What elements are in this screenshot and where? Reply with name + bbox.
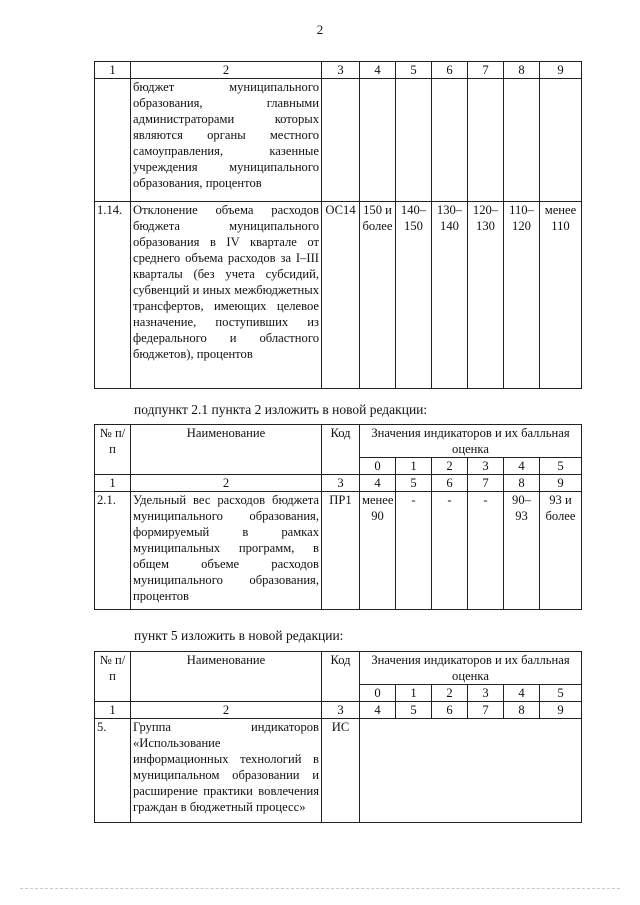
col-number-cell: 3 <box>322 475 360 492</box>
score-header: 3 <box>468 685 504 702</box>
col-number-cell: 7 <box>468 475 504 492</box>
col-number-cell: 2 <box>131 702 322 719</box>
score-header: 5 <box>540 685 582 702</box>
col-number-cell: 1 <box>95 62 131 79</box>
empty-cell <box>540 79 582 202</box>
col-number-cell: 2 <box>131 62 322 79</box>
header-code: Код <box>322 652 360 702</box>
score-value: 120–130 <box>468 202 504 389</box>
header-name: Наименование <box>131 652 322 702</box>
indicator-name: Удельный вес расходов бюджета муниципального образования, формируемый в рамках муниципальных программ, в общем объеме расходов муниципального образования, процентов <box>131 492 322 610</box>
indicator-code: ОС14 <box>322 202 360 389</box>
score-value: - <box>432 492 468 610</box>
score-value: 150 и более <box>360 202 396 389</box>
indicator-name: бюджет муниципального образования, главными администраторами которых являются органы местного самоуправления, казенные учреждения муниципального образования, процентов <box>131 79 322 202</box>
col-number-cell: 9 <box>540 475 582 492</box>
col-number-cell: 4 <box>360 702 396 719</box>
table-row <box>95 79 582 202</box>
col-number-cell: 2 <box>131 475 322 492</box>
score-value: - <box>396 492 432 610</box>
col-number-cell: 6 <box>432 475 468 492</box>
col-number-cell: 3 <box>322 702 360 719</box>
indicator-table-continuation <box>94 61 582 389</box>
col-number-cell: 7 <box>468 702 504 719</box>
indicator-name: Группа индикаторов «Использование информационных технологий в муниципальном образовании и расширение практики вовлечения граждан в бюджетный процесс» <box>131 719 322 823</box>
col-number-cell: 8 <box>504 702 540 719</box>
col-number-cell: 1 <box>95 702 131 719</box>
col-number-cell: 7 <box>468 62 504 79</box>
score-header: 1 <box>396 685 432 702</box>
score-header: 0 <box>360 685 396 702</box>
col-number-cell: 6 <box>432 702 468 719</box>
row-number: 2.1. <box>95 492 131 610</box>
header-values: Значения индикаторов и их балльная оценка <box>360 425 582 458</box>
score-header: 4 <box>504 685 540 702</box>
header-row <box>95 425 582 458</box>
header-name: Наименование <box>131 425 322 475</box>
empty-cell <box>504 79 540 202</box>
page-number: 2 <box>316 22 324 37</box>
paragraph-point-5: пункт 5 изложить в новой редакции: <box>134 628 344 643</box>
header-values: Значения индикаторов и их балльная оценка <box>360 652 582 685</box>
score-value: 130–140 <box>432 202 468 389</box>
score-header: 3 <box>468 458 504 475</box>
score-value: менее 110 <box>540 202 582 389</box>
col-number-cell: 9 <box>540 62 582 79</box>
empty-cell <box>468 79 504 202</box>
empty-cell <box>396 79 432 202</box>
empty-cell <box>322 79 360 202</box>
paragraph-subpoint-2-1: подпункт 2.1 пункта 2 изложить в новой редакции: <box>134 402 428 417</box>
col-number-cell: 1 <box>95 475 131 492</box>
header-row <box>95 652 582 685</box>
col-number-cell: 5 <box>396 702 432 719</box>
score-header: 2 <box>432 685 468 702</box>
score-value: - <box>468 492 504 610</box>
score-header: 5 <box>540 458 582 475</box>
col-number-cell: 5 <box>396 475 432 492</box>
column-number-row <box>95 702 582 719</box>
table-row <box>95 202 582 389</box>
col-number-cell: 5 <box>396 62 432 79</box>
indicator-code: ИС <box>322 719 360 823</box>
score-header: 1 <box>396 458 432 475</box>
merged-empty-values <box>360 719 582 823</box>
col-number-cell: 3 <box>322 62 360 79</box>
scan-edge-artifact <box>20 888 620 890</box>
col-number-cell: 8 <box>504 475 540 492</box>
indicator-table-5 <box>94 651 582 823</box>
score-value: 90–93 <box>504 492 540 610</box>
col-number-cell: 4 <box>360 62 396 79</box>
indicator-code: ПР1 <box>322 492 360 610</box>
score-value: 93 и более <box>540 492 582 610</box>
col-number-cell: 9 <box>540 702 582 719</box>
col-number-cell: 8 <box>504 62 540 79</box>
empty-cell <box>360 79 396 202</box>
empty-cell <box>432 79 468 202</box>
row-number: 5. <box>95 719 131 823</box>
column-number-row <box>95 62 582 79</box>
score-value: 140–150 <box>396 202 432 389</box>
header-code: Код <box>322 425 360 475</box>
indicator-name: Отклонение объема расходов бюджета муниципального образования в IV квартале от среднего объема расходов за I–III кварталы (без учета субсидий, субвенций и иных межбюджетных трансфертов, имеющих целевое назначение, поступивших из федерального и областного бюджетов), процентов <box>131 202 322 389</box>
score-header: 2 <box>432 458 468 475</box>
score-value: менее 90 <box>360 492 396 610</box>
col-number-cell: 6 <box>432 62 468 79</box>
row-number <box>95 79 131 202</box>
row-number: 1.14. <box>95 202 131 389</box>
score-value: 110–120 <box>504 202 540 389</box>
header-number: № п/п <box>95 652 131 702</box>
col-number-cell: 4 <box>360 475 396 492</box>
table-row <box>95 492 582 610</box>
column-number-row <box>95 475 582 492</box>
score-header: 0 <box>360 458 396 475</box>
table-row <box>95 719 582 823</box>
header-number: № п/п <box>95 425 131 475</box>
indicator-table-2-1 <box>94 424 582 610</box>
score-header: 4 <box>504 458 540 475</box>
